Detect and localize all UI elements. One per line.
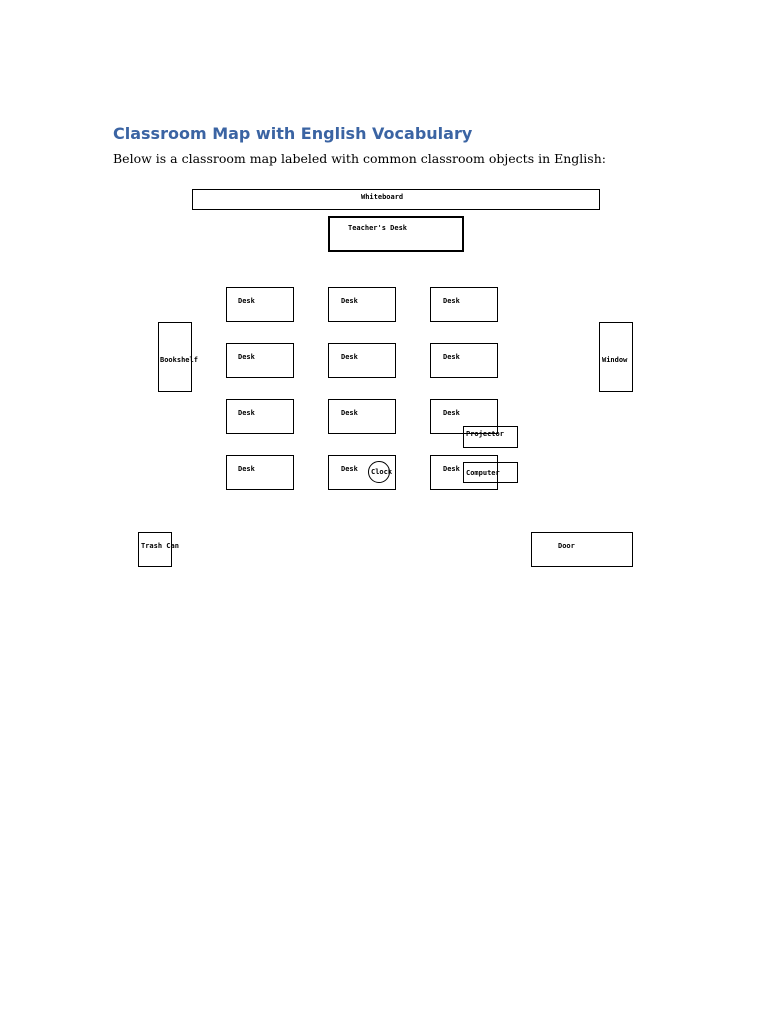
door-label: Door [558,542,575,550]
desk-label: Desk [238,409,255,417]
desk-label: Desk [341,297,358,305]
desk-r2-c2 [328,343,396,378]
desk-label: Desk [443,409,460,417]
projector-label: Projector [466,430,504,438]
computer-label: Computer [466,469,500,477]
desk-r1-c1 [226,287,294,322]
desk-r4-c1 [226,455,294,490]
desk-r2-c3 [430,343,498,378]
desk-label: Desk [238,353,255,361]
bookshelf-label: Bookshelf [160,356,198,364]
desk-r3-c1 [226,399,294,434]
computer [463,462,518,483]
teachers-desk-label: Teacher's Desk [348,224,408,232]
trash-can [138,532,179,567]
trash-can-label: Trash Can [141,542,179,550]
window-label: Window [602,356,628,364]
intro-paragraph: Below is a classroom map labeled with common classroom objects in English: [113,151,606,166]
page-title: Classroom Map with English Vocabulary [113,124,473,143]
desk-label: Desk [341,409,358,417]
desk-r1-c2 [328,287,396,322]
door [531,532,633,567]
desk-label: Desk [443,297,460,305]
desk-label: Desk [443,353,460,361]
projector [463,426,518,448]
teachers-desk [328,216,464,252]
clock [368,461,393,483]
desk-r2-c1 [226,343,294,378]
desk-r1-c3 [430,287,498,322]
desk-label: Desk [238,297,255,305]
clock-label: Clock [371,468,393,476]
desk-label: Desk [238,465,255,473]
desk-label: Desk [341,353,358,361]
window [599,322,633,392]
whiteboard-label: Whiteboard [361,193,404,201]
whiteboard [192,189,600,210]
desk-r3-c2 [328,399,396,434]
desk-label: Desk [341,465,358,473]
desk-label: Desk [443,465,460,473]
bookshelf [158,322,198,392]
